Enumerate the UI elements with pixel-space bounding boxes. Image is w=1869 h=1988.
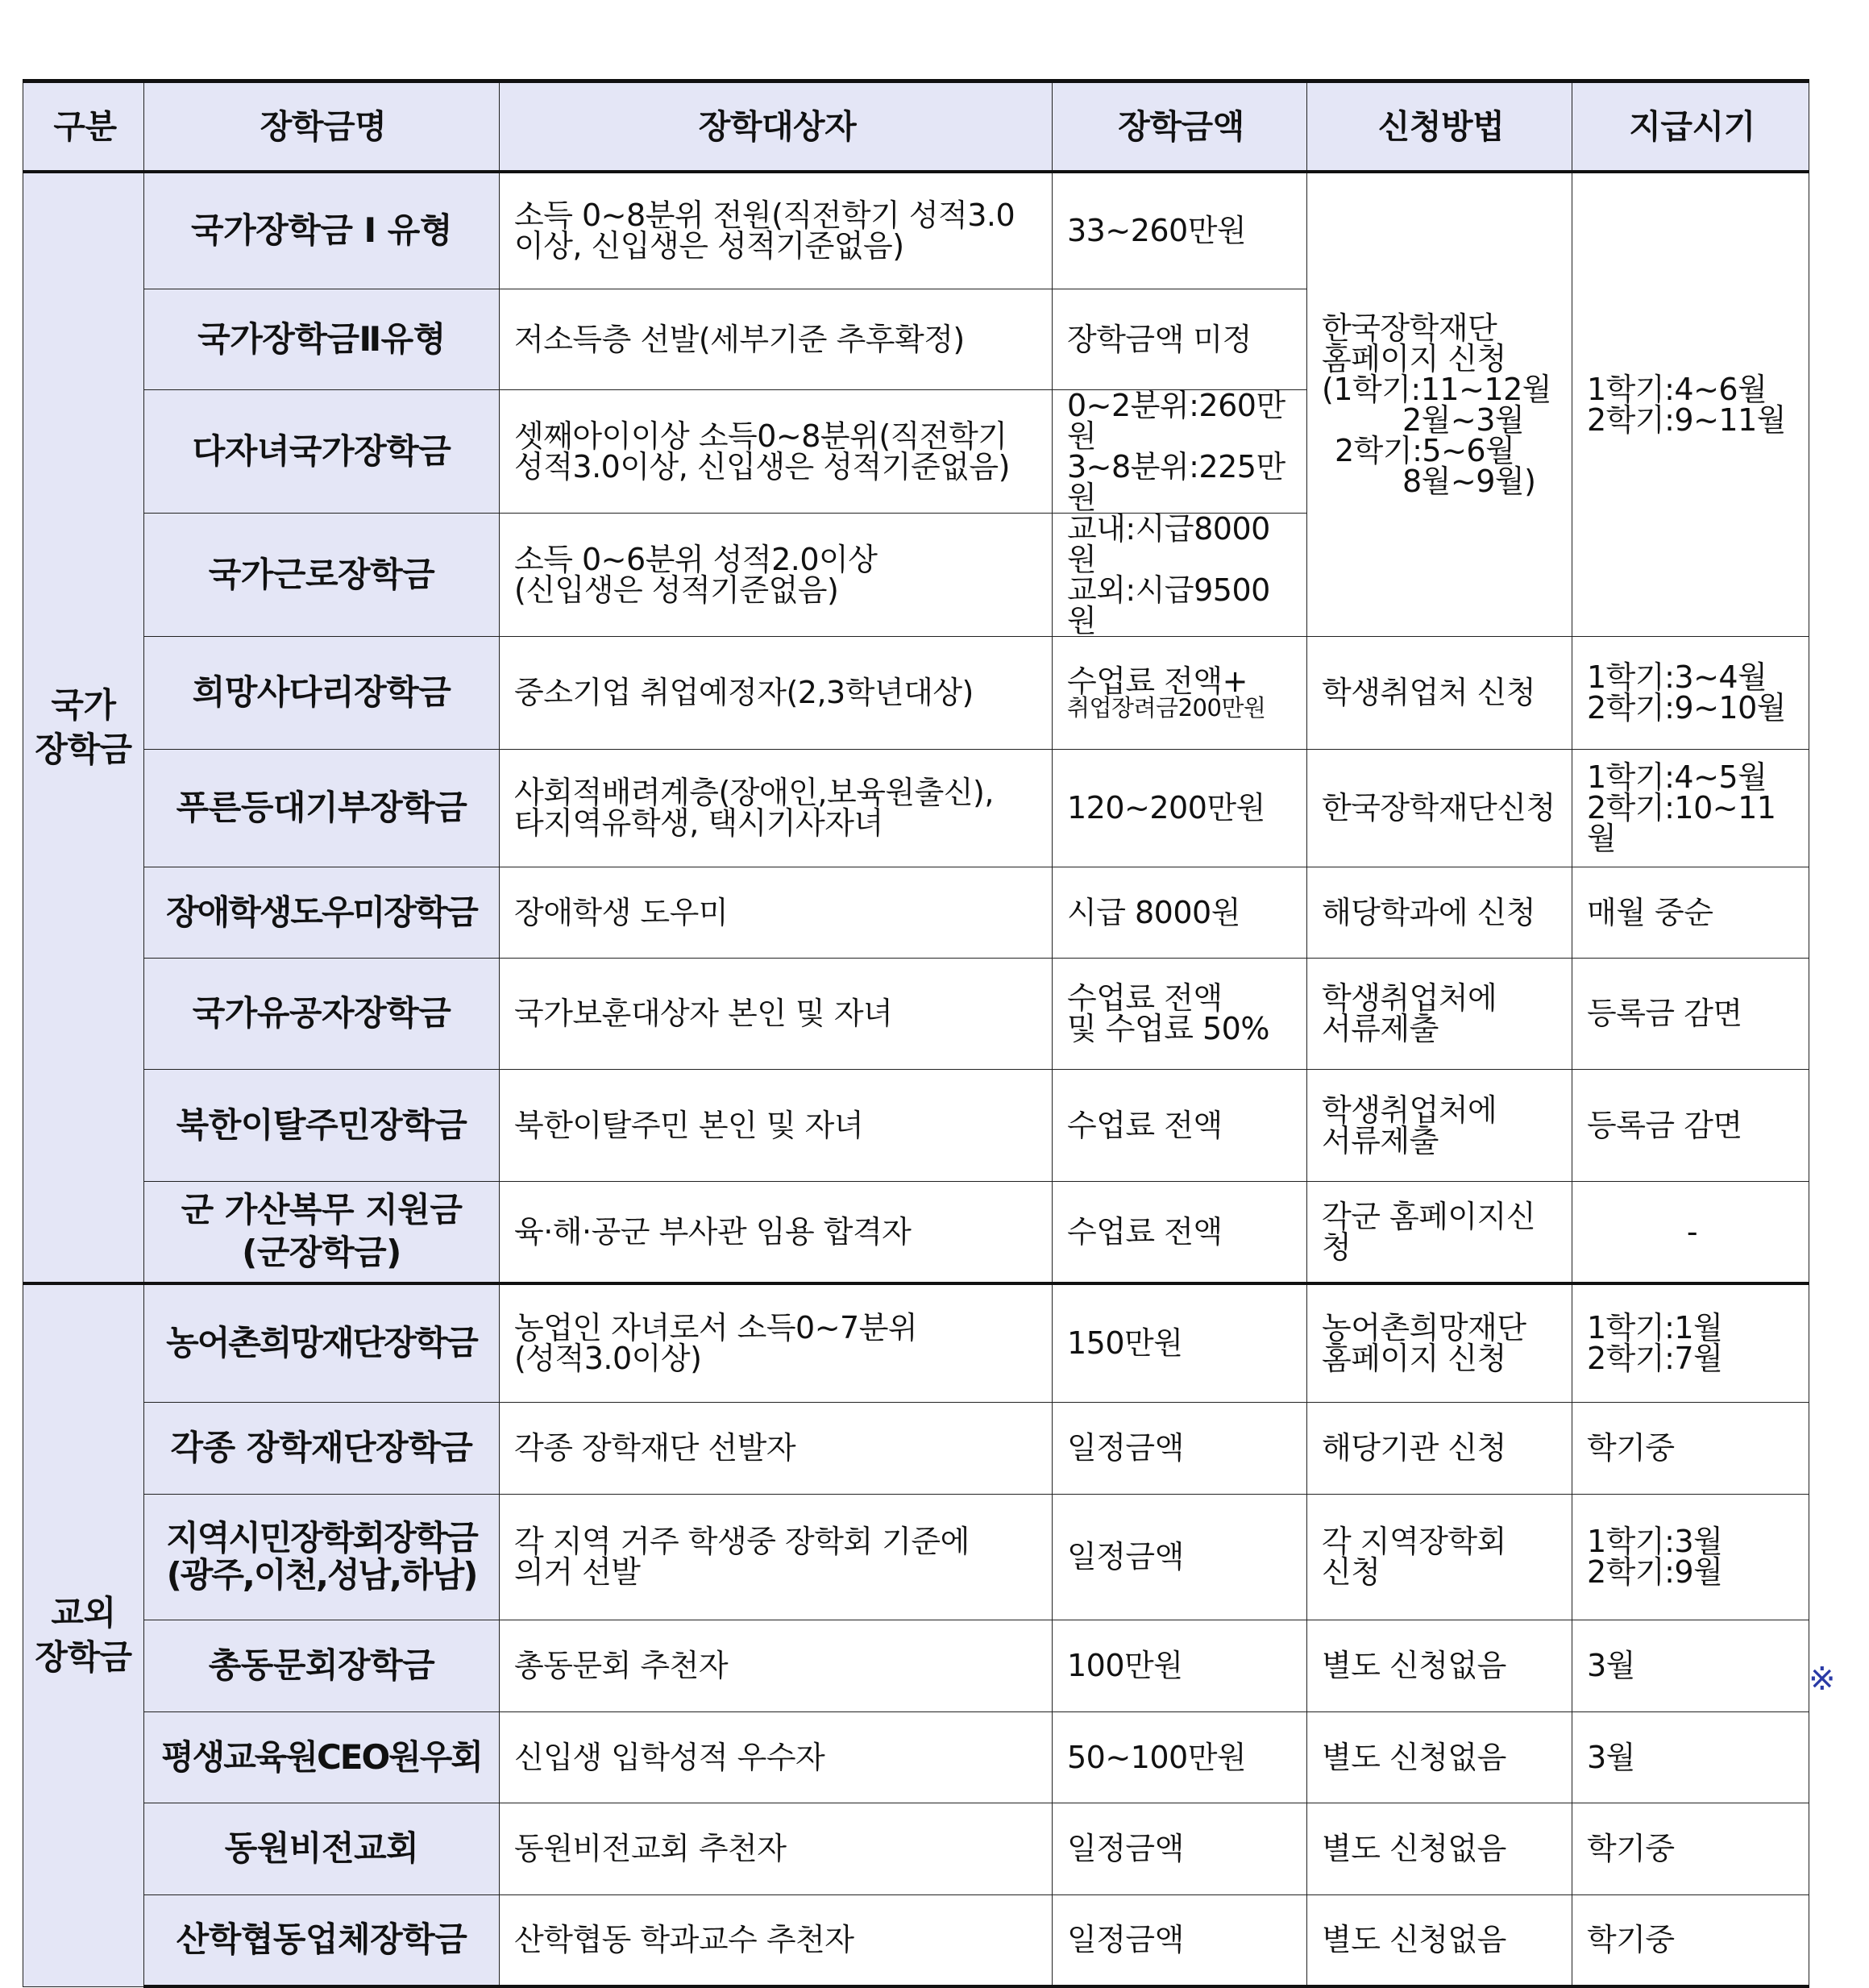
header-method: 신청방법 — [1307, 81, 1572, 173]
header-name: 장학금명 — [144, 81, 500, 173]
method-cell: 각 지역장학회 신청 — [1307, 1494, 1572, 1620]
timing-cell: 등록금 감면 — [1572, 1069, 1809, 1181]
timing-cell: 1학기:1월 2학기:7월 — [1572, 1283, 1809, 1402]
timing-cell: 1학기:3~4월 2학기:9~10월 — [1572, 636, 1809, 749]
timing-cell: - — [1572, 1181, 1809, 1283]
scholarship-name: 국가장학금 I 유형 — [144, 172, 500, 289]
target-cell: 각종 장학재단 선발자 — [500, 1402, 1053, 1494]
amount-cell: 120~200만원 — [1053, 749, 1307, 867]
table-row — [23, 172, 1809, 289]
method-cell: 학생취업처에 서류제출 — [1307, 1069, 1572, 1181]
method-cell: 학생취업처에 서류제출 — [1307, 958, 1572, 1069]
scholarship-name: 평생교육원CEO원우회 — [144, 1711, 500, 1803]
table-row — [23, 958, 1809, 1069]
header-category: 구분 — [23, 81, 144, 173]
amount-cell: 일정금액 — [1053, 1402, 1307, 1494]
scholarship-table — [23, 79, 1809, 1988]
amount-cell: 교내:시급8000원 교외:시급9500원 — [1053, 513, 1307, 636]
timing-cell-shared: 1학기:4~6월 2학기:9~11월 — [1572, 172, 1809, 636]
timing-cell: 학기중 — [1572, 1402, 1809, 1494]
header-timing: 지급시기 — [1572, 81, 1809, 173]
target-cell: 국가보훈대상자 본인 및 자녀 — [500, 958, 1053, 1069]
table-row — [23, 1069, 1809, 1181]
method-cell: 별도 신청없음 — [1307, 1894, 1572, 1986]
table-row — [23, 867, 1809, 958]
table-row — [23, 1711, 1809, 1803]
category-national: 국가 장학금 — [23, 172, 144, 1283]
timing-cell: 학기중 — [1572, 1894, 1809, 1986]
scholarship-name: 국가근로장학금 — [144, 513, 500, 636]
table-row — [23, 1283, 1809, 1402]
amount-cell: 수업료 전액+ 취업장려금200만원 — [1053, 636, 1307, 749]
category-external: 교외 장학금 — [23, 1283, 144, 1986]
header-target: 장학대상자 — [500, 81, 1053, 173]
table-row — [23, 1803, 1809, 1894]
timing-cell: 1학기:3월 2학기:9월 — [1572, 1494, 1809, 1620]
timing-cell: 3월 — [1572, 1620, 1809, 1711]
reference-mark: ※ — [1809, 1661, 1836, 1698]
amount-cell: 수업료 전액 및 수업료 50% — [1053, 958, 1307, 1069]
target-cell: 중소기업 취업예정자(2,3학년대상) — [500, 636, 1053, 749]
target-cell: 총동문회 추천자 — [500, 1620, 1053, 1711]
target-cell: 농업인 자녀로서 소득0~7분위 (성적3.0이상) — [500, 1283, 1053, 1402]
timing-cell: 학기중 — [1572, 1803, 1809, 1894]
scholarship-name: 지역시민장학회장학금 (광주,이천,성남,하남) — [144, 1494, 500, 1620]
header-row — [23, 81, 1809, 173]
method-cell: 농어촌희망재단 홈페이지 신청 — [1307, 1283, 1572, 1402]
target-cell: 산학협동 학과교수 추천자 — [500, 1894, 1053, 1986]
table-row — [23, 1620, 1809, 1711]
amount-cell: 33~260만원 — [1053, 172, 1307, 289]
method-cell: 학생취업처 신청 — [1307, 636, 1572, 749]
table-row — [23, 636, 1809, 749]
amount-cell: 0~2분위:260만원 3~8분위:225만원 — [1053, 389, 1307, 513]
scholarship-name: 총동문회장학금 — [144, 1620, 500, 1711]
timing-cell: 3월 — [1572, 1711, 1809, 1803]
amount-cell: 시급 8000원 — [1053, 867, 1307, 958]
target-cell: 장애학생 도우미 — [500, 867, 1053, 958]
amount-cell: 일정금액 — [1053, 1894, 1307, 1986]
table-row — [23, 749, 1809, 867]
scholarship-name: 푸른등대기부장학금 — [144, 749, 500, 867]
amount-cell: 장학금액 미정 — [1053, 289, 1307, 389]
target-cell: 북한이탈주민 본인 및 자녀 — [500, 1069, 1053, 1181]
amount-cell: 일정금액 — [1053, 1803, 1307, 1894]
timing-cell: 등록금 감면 — [1572, 958, 1809, 1069]
scholarship-name: 군 가산복무 지원금 (군장학금) — [144, 1181, 500, 1283]
header-amount: 장학금액 — [1053, 81, 1307, 173]
method-cell: 각군 홈페이지신청 — [1307, 1181, 1572, 1283]
scholarship-name: 국가유공자장학금 — [144, 958, 500, 1069]
scholarship-name: 장애학생도우미장학금 — [144, 867, 500, 958]
method-cell: 별도 신청없음 — [1307, 1620, 1572, 1711]
method-cell: 해당학과에 신청 — [1307, 867, 1572, 958]
table-row — [23, 1402, 1809, 1494]
method-cell: 해당기관 신청 — [1307, 1402, 1572, 1494]
method-cell: 별도 신청없음 — [1307, 1803, 1572, 1894]
amount-cell: 일정금액 — [1053, 1494, 1307, 1620]
table-row — [23, 1494, 1809, 1620]
target-cell: 소득 0~6분위 성적2.0이상 (신입생은 성적기준없음) — [500, 513, 1053, 636]
target-cell: 셋째아이이상 소득0~8분위(직전학기 성적3.0이상, 신입생은 성적기준없음) — [500, 389, 1053, 513]
target-cell: 저소득층 선발(세부기준 추후확정) — [500, 289, 1053, 389]
amount-cell: 수업료 전액 — [1053, 1069, 1307, 1181]
target-cell: 각 지역 거주 학생중 장학회 기준에 의거 선발 — [500, 1494, 1053, 1620]
method-cell: 별도 신청없음 — [1307, 1711, 1572, 1803]
amount-cell: 100만원 — [1053, 1620, 1307, 1711]
target-cell: 육·해·공군 부사관 임용 합격자 — [500, 1181, 1053, 1283]
target-cell: 신입생 입학성적 우수자 — [500, 1711, 1053, 1803]
amount-cell: 150만원 — [1053, 1283, 1307, 1402]
scholarship-name: 산학협동업체장학금 — [144, 1894, 500, 1986]
scholarship-name: 다자녀국가장학금 — [144, 389, 500, 513]
method-cell-shared: 한국장학재단 홈페이지 신청 (1학기:11~12월 2월~3월 2학기:5~6월 8월~9월) — [1307, 172, 1572, 636]
target-cell: 소득 0~8분위 전원(직전학기 성적3.0 이상, 신입생은 성적기준없음) — [500, 172, 1053, 289]
scholarship-name: 농어촌희망재단장학금 — [144, 1283, 500, 1402]
amount-cell: 50~100만원 — [1053, 1711, 1307, 1803]
scholarship-name: 각종 장학재단장학금 — [144, 1402, 500, 1494]
table-row — [23, 1181, 1809, 1283]
scholarship-name: 북한이탈주민장학금 — [144, 1069, 500, 1181]
scholarship-name: 국가장학금Ⅱ유형 — [144, 289, 500, 389]
method-cell: 한국장학재단신청 — [1307, 749, 1572, 867]
target-cell: 동원비전교회 추천자 — [500, 1803, 1053, 1894]
target-cell: 사회적배려계층(장애인,보육원출신), 타지역유학생, 택시기사자녀 — [500, 749, 1053, 867]
scholarship-name: 희망사다리장학금 — [144, 636, 500, 749]
amount-cell: 수업료 전액 — [1053, 1181, 1307, 1283]
scholarship-name: 동원비전교회 — [144, 1803, 500, 1894]
table-row — [23, 1894, 1809, 1986]
timing-cell: 매월 중순 — [1572, 867, 1809, 958]
timing-cell: 1학기:4~5월 2학기:10~11월 — [1572, 749, 1809, 867]
